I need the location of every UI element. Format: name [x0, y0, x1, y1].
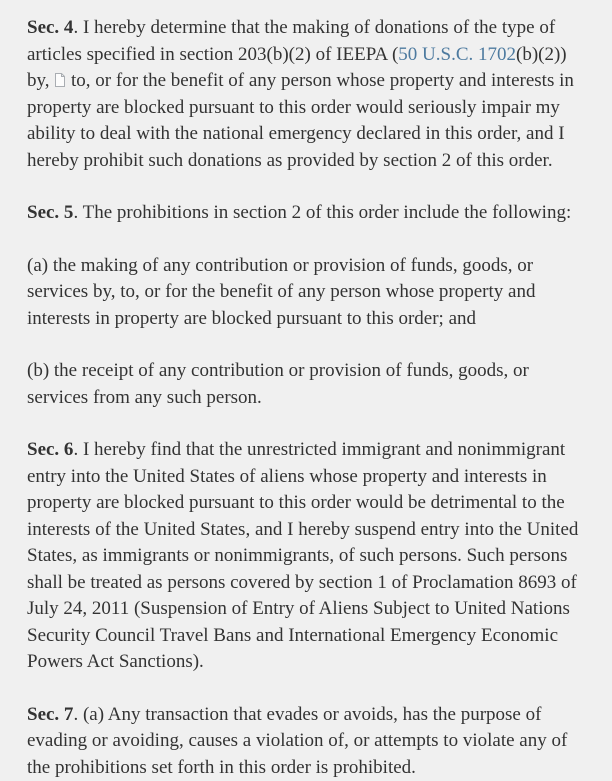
body-text: . I hereby determine that the making of donations of the type of articles specified in section 203(b)(2) of IEEPA (	[27, 17, 555, 65]
body-text: . The prohibitions in section 2 of this order include the following:	[73, 202, 571, 223]
section-label: Sec. 6	[27, 439, 73, 460]
body-text: to, or for the benefit of any person whose property and interests in property are blocked pursuant to this order would seriously impair my ability to deal with the national emergency declared in this order, and I hereby prohibit such donations as provided by section 2 of this order.	[27, 70, 574, 171]
paragraphs-container	[27, 15, 585, 781]
paragraph-sec-5-a	[27, 253, 585, 333]
body-text: (b)(2)) by,	[27, 44, 567, 92]
section-label: Sec. 5	[27, 202, 73, 223]
section-label: Sec. 4	[27, 17, 73, 38]
usc-citation-link[interactable]: 50 U.S.C. 1702	[398, 44, 516, 65]
paragraph-sec-6	[27, 437, 585, 676]
body-text: (b) the receipt of any contribution or provision of funds, goods, or services from any such person.	[27, 360, 529, 408]
body-text: . (a) Any transaction that evades or avoids, has the purpose of evading or avoiding, causes a violation of, or attempts to violate any of the prohibitions set forth in this order is prohibited.	[27, 704, 567, 778]
body-text: (a) the making of any contribution or provision of funds, goods, or services by, to, or for the benefit of any person whose property and interests in property are blocked pursuant to this order; and	[27, 255, 535, 329]
paragraph-sec-4	[27, 15, 585, 174]
body-text: . I hereby find that the unrestricted immigrant and nonimmigrant entry into the United States of aliens whose property and interests in property are blocked pursuant to this order would be detrimental to the interests of the United States, and I hereby suspend entry into the United States, as immigrants or nonimmigrants, of such persons. Such persons shall be treated as persons covered by section 1 of Proclamation 8693 of July 24, 2011 (Suspension of Entry of Aliens Subject to United Nations Security Council Travel Bans and International Emergency Economic Powers Act Sanctions).	[27, 439, 578, 672]
paragraph-sec-7	[27, 702, 585, 781]
paragraph-sec-5	[27, 200, 585, 227]
section-label: Sec. 7	[27, 704, 73, 725]
missing-glyph-icon	[54, 72, 66, 88]
paragraph-sec-5-b	[27, 358, 585, 411]
